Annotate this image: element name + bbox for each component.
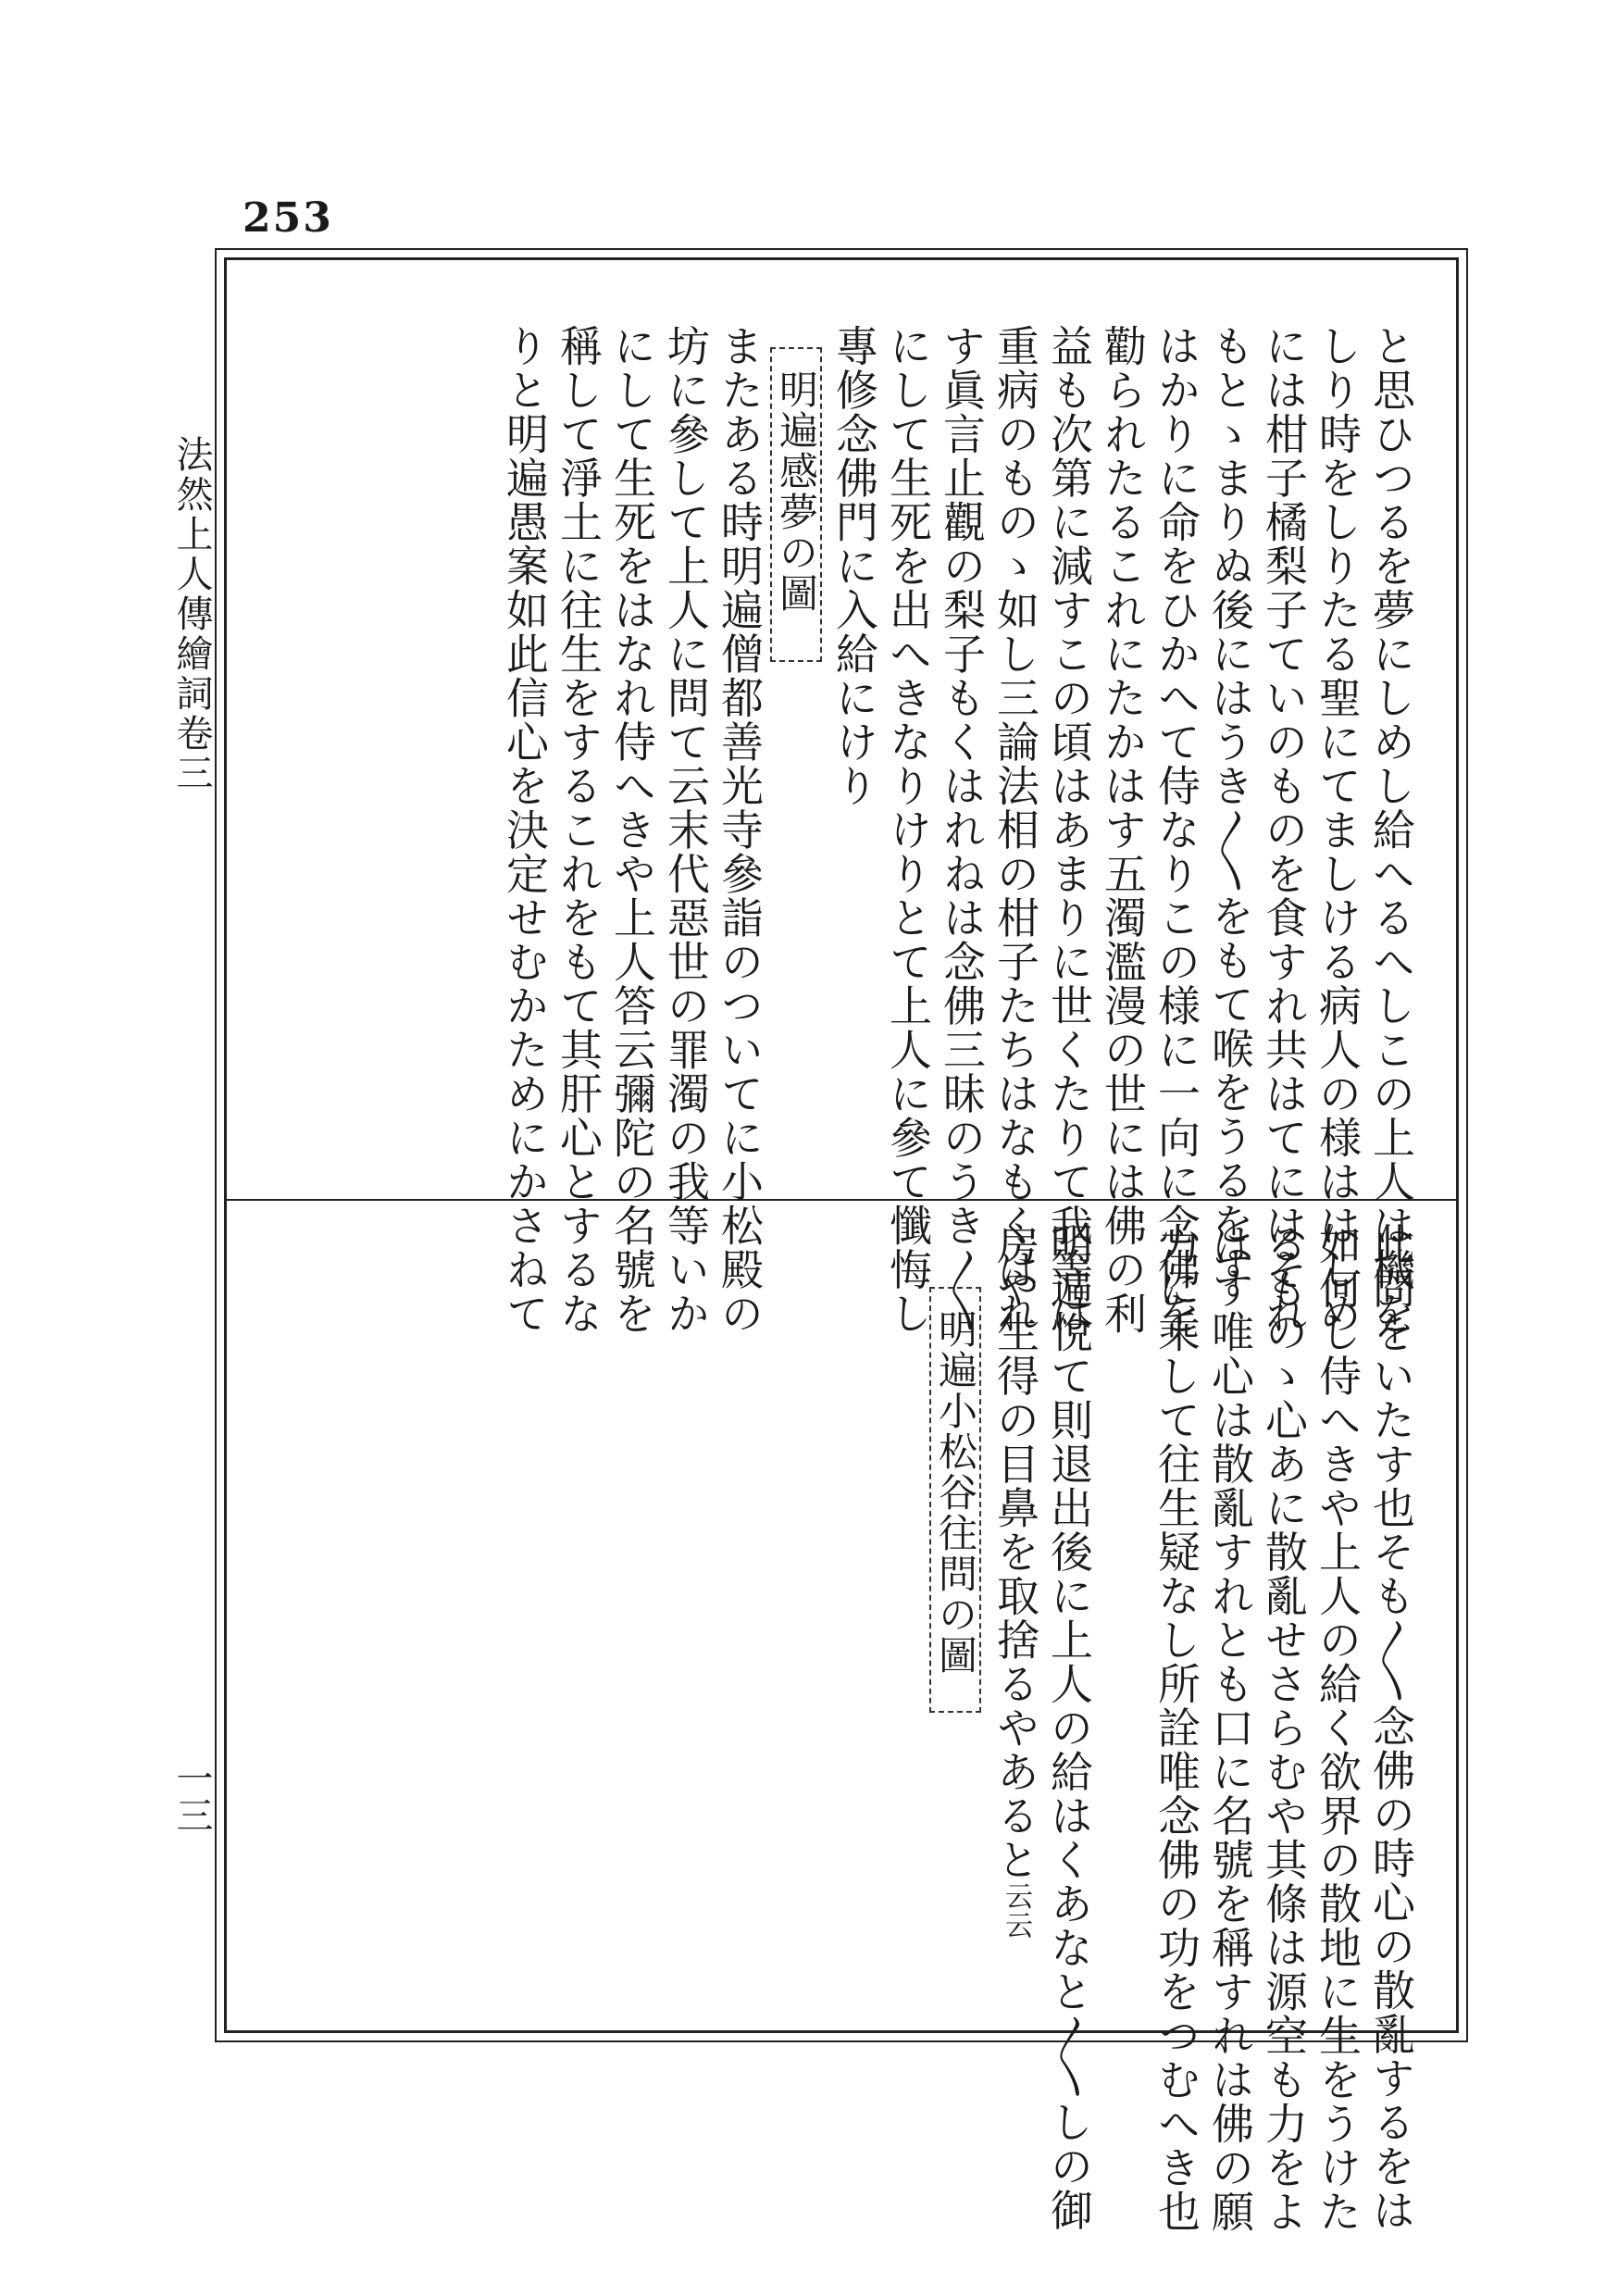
text-column-small-note: 云云 (1000, 1881, 1032, 1940)
running-title: 法然上人傳繪詞卷三 (170, 435, 213, 793)
text-column: 如何し侍へきや上人の給く欲界の散地に生をうけた (1313, 1222, 1363, 2234)
text-column: 勸られたるこれにたかはす五濁濫漫の世には佛の利 (1098, 324, 1148, 1336)
text-column: はかりに命をひかへて侍なりこの様に一向に念佛を (1151, 324, 1201, 1336)
text-column: には柑子橘梨子ていのものを食すれ共はてにはそれ (1259, 324, 1309, 1336)
text-column: もとゝまりぬ後にはうき〳〵をもて喉をうるをす (1205, 324, 1255, 1291)
illustration-caption: 明遍小松谷往問の圖 (933, 1309, 978, 1676)
text-column: 力に乘して往生疑なし所詮唯念佛の功をつむへき也 (1151, 1222, 1201, 2234)
text-column: はす唯心は散亂すれとも口に名號を稱すれは佛の願 (1205, 1222, 1255, 2234)
text-column: にして生死をはなれ侍へきや上人答云彌陀の名號を (607, 324, 657, 1336)
text-column (990, 1222, 1040, 1940)
text-column: す眞言止觀の梨子もくはれねは念佛三昧のうき〳〵 (937, 324, 987, 1334)
text-column: しり時をしりたる聖にてましける病人の様ははしめ (1313, 324, 1363, 1336)
text-column: るものゝ心あに散亂せさらむや其條は源空も力をよ (1259, 1222, 1309, 2234)
text-column: 明遍悅て則退出後に上人の給はくあなと〳〵しの御 (1044, 1222, 1094, 2232)
illustration-caption-box (770, 347, 822, 662)
text-column: 坊に參して上人に問て云末代惡世の罪濁の我等いか (661, 324, 711, 1336)
text-column-main: 房や生得の目鼻を取捨るやあると (990, 1222, 1040, 1882)
text-column: またある時明遍僧都善光寺參詣のついてに小松殿の (715, 324, 765, 1336)
text-column: 專修念佛門に入給にけり (829, 324, 879, 808)
text-column: 此問をいたす也そも〳〵念佛の時心の散亂するをは (1366, 1222, 1416, 2232)
text-column: りと明遍愚案如此信心を決定せむかためにかさねて (500, 324, 550, 1336)
illustration-caption-box (929, 1287, 981, 1713)
text-column: 稱して淨土に往生をするこれをもて其肝心とするな (554, 324, 604, 1336)
text-column: と思ひつるを夢にしめし給へるへしこの上人は機を (1366, 324, 1416, 1336)
text-column: 益も次第に減すこの頃はあまりに世くたりて我等は (1044, 324, 1094, 1336)
page-number: 253 (243, 194, 333, 242)
margin-page-number: 一三 (170, 1759, 213, 1833)
illustration-caption: 明遍感夢の圖 (774, 369, 819, 614)
text-column: 重病のものゝ如し三論法相の柑子たちはなもくはれ (990, 324, 1040, 1336)
text-column: にして生死を出へきなりけりとて上人に參て懺悔し (883, 324, 933, 1336)
